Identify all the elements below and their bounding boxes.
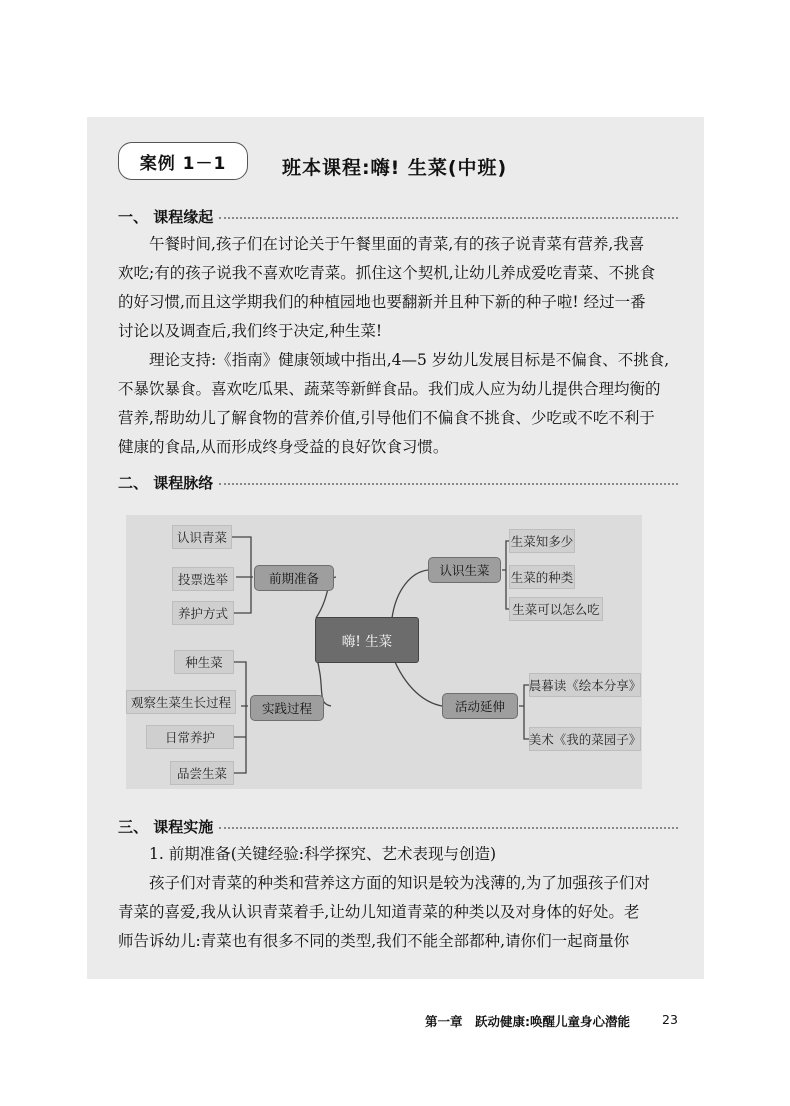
text-line: 欢吃;有的孩子说我不喜欢吃青菜。抓住这个契机,让幼儿养成爱吃青菜、不挑食 bbox=[118, 264, 656, 282]
leaf-practice-3 bbox=[146, 725, 234, 749]
case-label-box bbox=[118, 142, 248, 180]
paragraph-implementation bbox=[118, 869, 678, 956]
leaf-label: 养护方式 bbox=[177, 606, 228, 621]
center-node bbox=[315, 617, 419, 663]
section-label: 二、 课程脉络 bbox=[118, 474, 214, 492]
paragraph-origin bbox=[118, 230, 678, 346]
leaf-label: 生菜知多少 bbox=[510, 534, 574, 549]
section-heading-implementation bbox=[118, 816, 678, 837]
mind-map bbox=[126, 515, 642, 789]
leaf-prep-3 bbox=[172, 601, 234, 625]
branch-label: 实践过程 bbox=[261, 701, 312, 716]
subheading-preparation: 1. 前期准备(关键经验:科学探究、艺术表现与创造) bbox=[149, 845, 497, 863]
branch-label: 认识生菜 bbox=[439, 563, 490, 578]
running-footer: 第一章 跃动健康:唤醒儿童身心潜能 bbox=[425, 1014, 630, 1029]
leaf-know-3 bbox=[509, 597, 603, 621]
center-node-label: 嗨! 生菜 bbox=[341, 634, 393, 650]
leaf-practice-4 bbox=[170, 761, 234, 785]
leaf-label: 生菜可以怎么吃 bbox=[512, 602, 600, 617]
text-line: 健康的食品,从而形成终身受益的良好饮食习惯。 bbox=[118, 438, 449, 456]
leaf-label: 美术《我的菜园子》 bbox=[528, 732, 642, 747]
connector-center-know bbox=[392, 570, 428, 618]
branch-prep bbox=[254, 565, 334, 591]
section-heading-origin bbox=[118, 206, 678, 227]
dotted-rule bbox=[219, 217, 678, 219]
leaf-extend-1 bbox=[529, 673, 641, 697]
leaf-label: 认识青菜 bbox=[176, 530, 227, 545]
branch-label: 前期准备 bbox=[268, 571, 319, 586]
leaf-label: 生菜的种类 bbox=[510, 570, 574, 585]
dotted-rule bbox=[219, 827, 678, 829]
paragraph-theory bbox=[118, 346, 678, 462]
bracket-practice bbox=[231, 662, 248, 773]
dotted-rule bbox=[219, 483, 678, 485]
leaf-prep-1 bbox=[172, 525, 232, 549]
text-line: 理论支持:《指南》健康领域中指出,4—5 岁幼儿发展目标是不偏食、不挑食, bbox=[149, 351, 670, 369]
text-line: 讨论以及调查后,我们终于决定,种生菜! bbox=[118, 322, 383, 340]
leaf-label: 日常养护 bbox=[164, 730, 215, 745]
leaf-practice-2 bbox=[126, 690, 236, 714]
leaf-label: 品尝生菜 bbox=[176, 766, 227, 781]
branch-practice bbox=[250, 695, 324, 721]
page-number: 23 bbox=[662, 1012, 678, 1027]
branch-label: 活动延伸 bbox=[454, 699, 505, 714]
leaf-label: 投票选举 bbox=[177, 572, 228, 587]
section-label: 一、 课程缘起 bbox=[118, 208, 214, 226]
text-line: 营养,帮助幼儿了解食物的营养价值,引导他们不偏食不挑食、少吃或不吃不利于 bbox=[118, 409, 655, 427]
leaf-label: 晨暮读《绘本分享》 bbox=[528, 678, 642, 693]
leaf-know-1 bbox=[509, 529, 575, 553]
leaf-prep-2 bbox=[172, 567, 234, 591]
text-line: 孩子们对青菜的种类和营养这方面的知识是较为浅薄的,为了加强孩子们对 bbox=[149, 874, 650, 892]
leaf-know-2 bbox=[509, 565, 575, 589]
section-heading-outline bbox=[118, 472, 678, 493]
leaf-label: 观察生菜生长过程 bbox=[130, 695, 231, 710]
bracket-prep bbox=[231, 537, 253, 613]
leaf-extend-2 bbox=[529, 727, 641, 751]
text-line: 师告诉幼儿:青菜也有很多不同的类型,我们不能全部都种,请你们一起商量你 bbox=[118, 932, 630, 950]
text-line: 青菜的喜爱,我从认识青菜着手,让幼儿知道青菜的种类以及对身体的好处。老 bbox=[118, 903, 640, 921]
text-line: 的好习惯,而且这学期我们的种植园地也要翻新并且种下新的种子啦! 经过一番 bbox=[118, 293, 646, 311]
leaf-label: 种生菜 bbox=[185, 655, 223, 670]
branch-know bbox=[428, 557, 501, 583]
branch-extend bbox=[442, 693, 518, 719]
case-label: 案例 1－1 bbox=[139, 153, 227, 174]
page-title: 班本课程:嗨! 生菜(中班) bbox=[282, 157, 508, 179]
leaf-practice-1 bbox=[174, 650, 234, 674]
section-label: 三、 课程实施 bbox=[118, 818, 214, 836]
text-line: 午餐时间,孩子们在讨论关于午餐里面的青菜,有的孩子说青菜有营养,我喜 bbox=[149, 235, 645, 253]
text-line: 不暴饮暴食。喜欢吃瓜果、蔬菜等新鲜食品。我们成人应为幼儿提供合理均衡的 bbox=[118, 380, 661, 398]
